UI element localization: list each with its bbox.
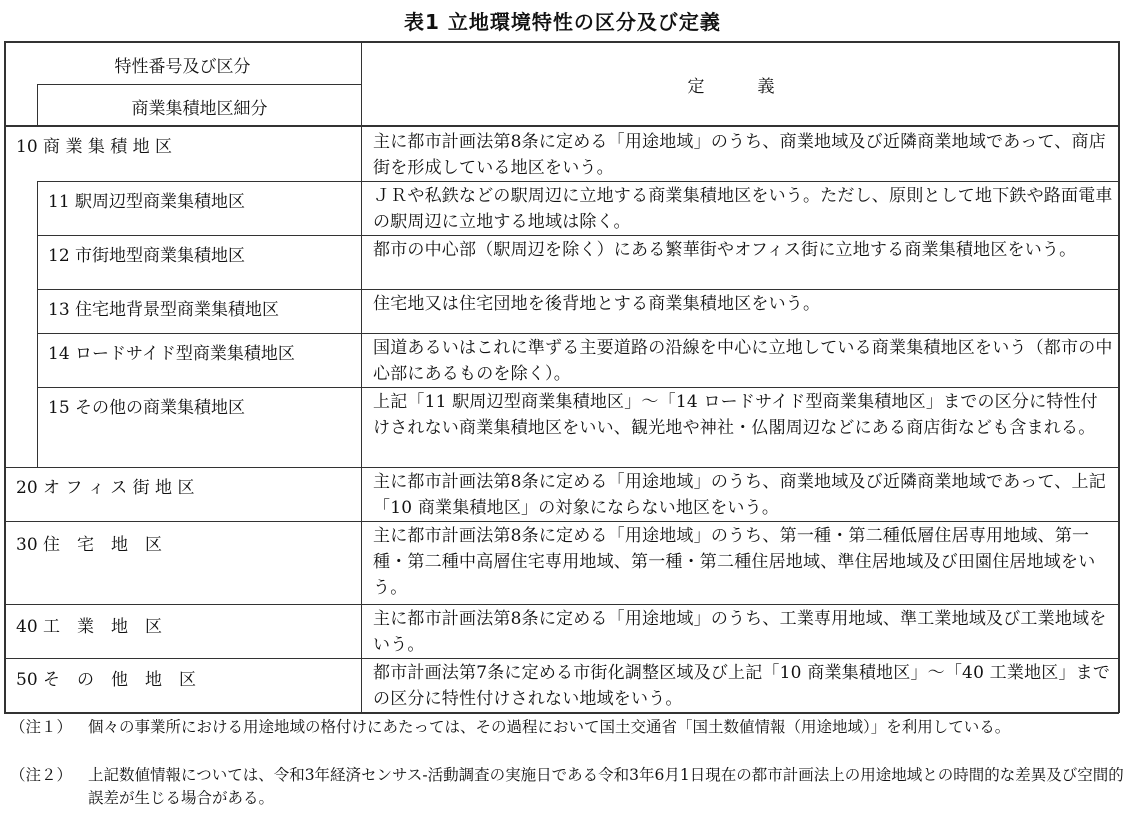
footnote-2-label: （注２） xyxy=(10,766,73,784)
row-label-14: 14 ロードサイド型商業集積地区 xyxy=(48,344,295,364)
footnote-1 xyxy=(10,716,1125,762)
row-definition-40: 主に都市計画法第8条に定める「用途地域」のうち、工業専用地域、準工業地域及び工業地域をいう。 xyxy=(373,609,1107,655)
row-definition-50: 都市計画法第7条に定める市街化調整区域及び上記「10 商業集積地区」～「40 工業地区」までの区分に特性付けされない地域をいう。 xyxy=(373,663,1111,709)
row-definition-11: ＪＲや私鉄などの駅周辺に立地する商業集積地区をいう。ただし、原則として地下鉄や路面電車の駅周辺に立地する地域は除く。 xyxy=(373,186,1113,232)
row-label-15: 15 その他の商業集積地区 xyxy=(48,398,246,418)
row-label-11: 11 駅周辺型商業集積地区 xyxy=(48,192,246,212)
row-label-30: 30 住 宅 地 区 xyxy=(16,535,163,555)
row-label-20: 20 オ フ ィ ス 街 地 区 xyxy=(16,478,195,498)
row-definition-14: 国道あるいはこれに準ずる主要道路の沿線を中心に立地している商業集積地区をいう（都市の中心部にあるものを除く）。 xyxy=(373,338,1113,384)
row-label-13: 13 住宅地背景型商業集積地区 xyxy=(48,300,280,320)
footnote-1-text: 個々の事業所における用途地域の格付けにあたっては、その過程において国土交通省「国土数値情報（用途地域）」を利用している。 xyxy=(88,718,1011,736)
row-definition-20: 主に都市計画法第8条に定める「用途地域」のうち、商業地域及び近隣商業地域であって、上記「10 商業集積地区」の対象にならない地区をいう。 xyxy=(373,472,1106,518)
footnote-2 xyxy=(10,764,1125,810)
footnote-2-text: 上記数値情報については、令和3年経済センサス‐活動調査の実施日である令和3年6月1日現在の都市計画法上の用途地域との時間的な差異及び空間的誤差が生じる場合がある。 xyxy=(88,766,1124,807)
header-definition: 定 義 xyxy=(687,77,793,97)
row-label-10: 10 商 業 集 積 地 区 xyxy=(16,137,173,157)
header-subcategory: 商業集積地区細分 xyxy=(131,99,268,119)
footnote-1-label: （注１） xyxy=(10,718,73,736)
row-definition-30: 主に都市計画法第8条に定める「用途地域」のうち、第一種・第二種低層住居専用地域、第一種・第二種中高層住宅専用地域、第一種・第二種住居地域、準住居地域及び田園住居地域をいう。 xyxy=(373,526,1096,598)
header-category: 特性番号及び区分 xyxy=(114,57,251,77)
row-label-40: 40 工 業 地 区 xyxy=(16,617,163,637)
row-label-12: 12 市街地型商業集積地区 xyxy=(48,246,246,266)
row-definition-13: 住宅地又は住宅団地を後背地とする商業集積地区をいう。 xyxy=(373,294,821,314)
row-label-50: 50 そ の 他 地 区 xyxy=(16,670,197,690)
table-title: 表1 立地環境特性の区分及び定義 xyxy=(404,10,721,34)
row-definition-15: 上記「11 駅周辺型商業集積地区」～「14 ロードサイド型商業集積地区」までの区分に特性付けされない商業集積地区をいい、観光地や神社・仏閣周辺などにある商店街なども含まれる。 xyxy=(373,392,1098,438)
row-definition-10: 主に都市計画法第8条に定める「用途地域」のうち、商業地域及び近隣商業地域であって、商店街を形成している地区をいう。 xyxy=(373,132,1106,178)
row-definition-12: 都市の中心部（駅周辺を除く）にある繁華街やオフィス街に立地する商業集積地区をいう。 xyxy=(373,240,1077,260)
